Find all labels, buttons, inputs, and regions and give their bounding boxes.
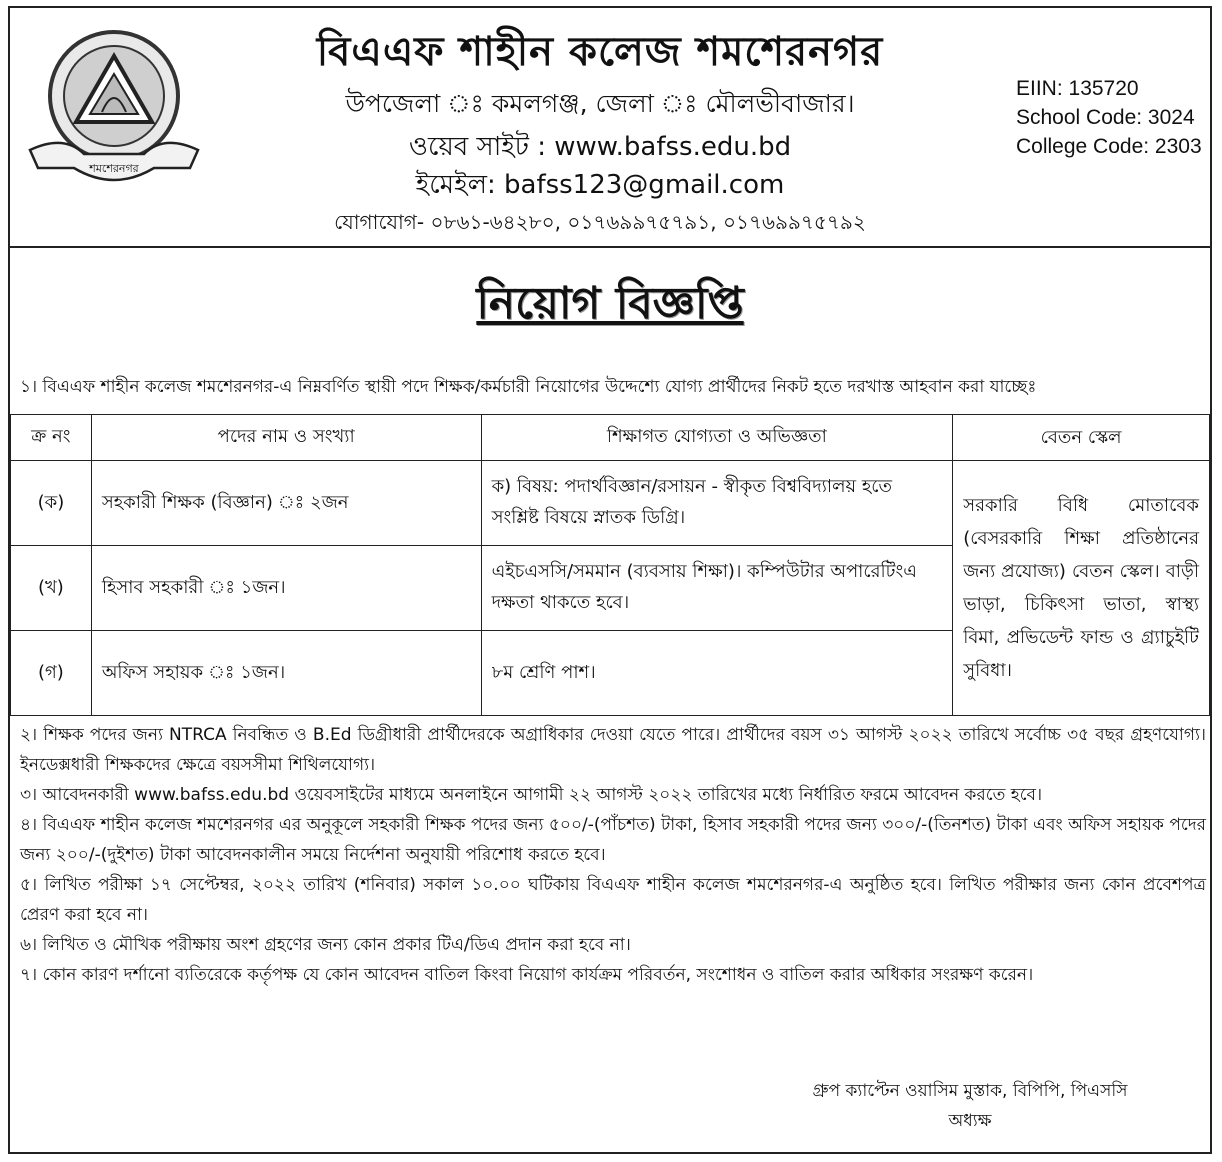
row-serial: (গ) [11, 631, 92, 716]
row-post: সহকারী শিক্ষক (বিজ্ঞান) ঃ ২জন [91, 461, 481, 546]
row-serial: (ক) [11, 461, 92, 546]
college-code: College Code: 2303 [1016, 135, 1202, 158]
college-contact: যোগাযোগ- ০৮৬১-৬৪২৮০, ০১৭৬৯৯৭৫৭৯১, ০১৭৬৯৯৭৫৭৯২ [334, 210, 866, 234]
college-website: ওয়েব সাইট : www.bafss.edu.bd [408, 132, 792, 162]
signature-block [770, 1076, 1170, 1136]
note-item: ৩। আবেদনকারী www.bafss.edu.bd ওয়েবসাইটের মাধ্যমে অনলাইনে আগামী ২২ আগস্ট ২০২২ তারিখের মধ্যে নির্ধারিত ফরমে আবেদন করতে হবে। [20, 785, 1043, 805]
note-item: ২। শিক্ষক পদের জন্য NTRCA নিবন্ধিত ও B.Ed ডিগ্রীধারী প্রার্থীদেরকে অগ্রাধিকার দেওয়া যেতে পারে। প্রার্থীদের বয়স ৩১ আগস্ট ২০২২ তারিখে সর্বোচ্চ ৩৫ বছর গ্রহণযোগ্য। ইনডেক্সধারী শিক্ষকদের ক্ষেত্রে বয়সসীমা শিথিলযোগ্য। [20, 725, 1206, 775]
notes-list [20, 720, 1206, 990]
row-post: হিসাব সহকারী ঃ ১জন। [91, 546, 481, 631]
school-code: School Code: 3024 [1016, 106, 1195, 129]
table-header-row [11, 415, 1210, 461]
note-item: ৪। বিএএফ শাহীন কলেজ শমশেরনগর এর অনুকূলে সহকারী শিক্ষক পদের জন্য ৫০০/-(পাঁচশত) টাকা, হিসাব সহকারী পদের জন্য ৩০০/-(তিনশত) টাকা এবং অফিস সহায়ক পদের জন্য ২০০/-(দুইশত) টাকা আবেদনকালীন সময়ে নির্দেশনা অনুযায়ী পরিশোধ করতে হবে। [20, 815, 1206, 865]
pay-scale: সরকারি বিধি মোতাবেক (বেসরকারি শিক্ষা প্রতিষ্ঠানের জন্য প্রযোজ্য) বেতন স্কেল। বাড়ী ভাড়া, চিকিৎসা ভাতা, স্বাস্থ্য বিমা, প্রভিডেন্ট ফান্ড ও গ্র্যাচুইটি সুবিধা। [953, 461, 1210, 716]
signatory-name: গ্রুপ ক্যাপ্টেন ওয়াসিম মুস্তাক, বিপিপি, পিএসসি [812, 1081, 1128, 1101]
note-item: ৬। লিখিত ও মৌখিক পরীক্ষায় অংশ গ্রহণের জন্য কোন প্রকার টিএ/ডিএ প্রদান করা হবে না। [20, 935, 631, 955]
notice-title: নিয়োগ বিজ্ঞপ্তি [476, 278, 744, 329]
intro-text: ১। বিএএফ শাহীন কলেজ শমশেরনগর-এ নিম্নবর্ণিত স্থায়ী পদে শিক্ষক/কর্মচারী নিয়োগের উদ্দেশ্যে যোগ্য প্রার্থীদের নিকট হতে দরখাস্ত আহবান করা যাচ্ছেঃ [20, 377, 1037, 397]
row-qualification: ৮ম শ্রেণি পাশ। [481, 631, 953, 716]
college-address: উপজেলা ঃ কমলগঞ্জ, জেলা ঃ মৌলভীবাজার। [345, 89, 855, 118]
logo-ribbon-text: শমশেরনগর [89, 162, 139, 175]
note-item: ৫। লিখিত পরীক্ষা ১৭ সেপ্টেম্বর, ২০২২ তারিখ (শনিবার) সকাল ১০.০০ ঘটিকায় বিএএফ শাহীন কলেজ শমশেরনগর-এ অনুষ্ঠিত হবে। লিখিত পরীক্ষার জন্য কোন প্রবেশপত্র প্রেরণ করা হবে না। [20, 875, 1206, 925]
row-post: অফিস সহায়ক ঃ ১জন। [91, 631, 481, 716]
header-post: পদের নাম ও সংখ্যা [91, 415, 481, 461]
college-name: বিএএফ শাহীন কলেজ শমশেরনগর [316, 28, 884, 75]
header-qualification: শিক্ষাগত যোগ্যতা ও অভিজ্ঞতা [481, 415, 953, 461]
header [10, 8, 1210, 248]
header-pay: বেতন স্কেল [953, 415, 1210, 461]
institution-codes [1016, 74, 1212, 161]
posts-table [10, 414, 1210, 716]
college-logo-icon [24, 22, 204, 184]
signatory-designation: অধ্যক্ষ [948, 1111, 992, 1131]
header-serial: ক্র নং [11, 415, 92, 461]
row-qualification: ক) বিষয়: পদার্থবিজ্ঞান/রসায়ন - স্বীকৃত বিশ্ববিদ্যালয় হতে সংশ্লিষ্ট বিষয়ে স্নাতক ডিগ্রি। [481, 461, 953, 546]
notice-page [8, 6, 1212, 1154]
eiin: EIIN: 135720 [1016, 77, 1139, 100]
college-email: ইমেইল: bafss123@gmail.com [415, 170, 785, 200]
note-item: ৭। কোন কারণ দর্শানো ব্যতিরেকে কর্তৃপক্ষ যে কোন আবেদন বাতিল কিংবা নিয়োগ কার্যক্রম পরিবর্তন, সংশোধন ও বাতিল করার অধিকার সংরক্ষণ করেন। [20, 965, 1034, 985]
notice-title-wrap [10, 270, 1210, 343]
row-serial: (খ) [11, 546, 92, 631]
table-row [11, 461, 1210, 546]
row-qualification: এইচএসসি/সমমান (ব্যবসায় শিক্ষা)। কম্পিউটার অপারেটিংএ দক্ষতা থাকতে হবে। [481, 546, 953, 631]
